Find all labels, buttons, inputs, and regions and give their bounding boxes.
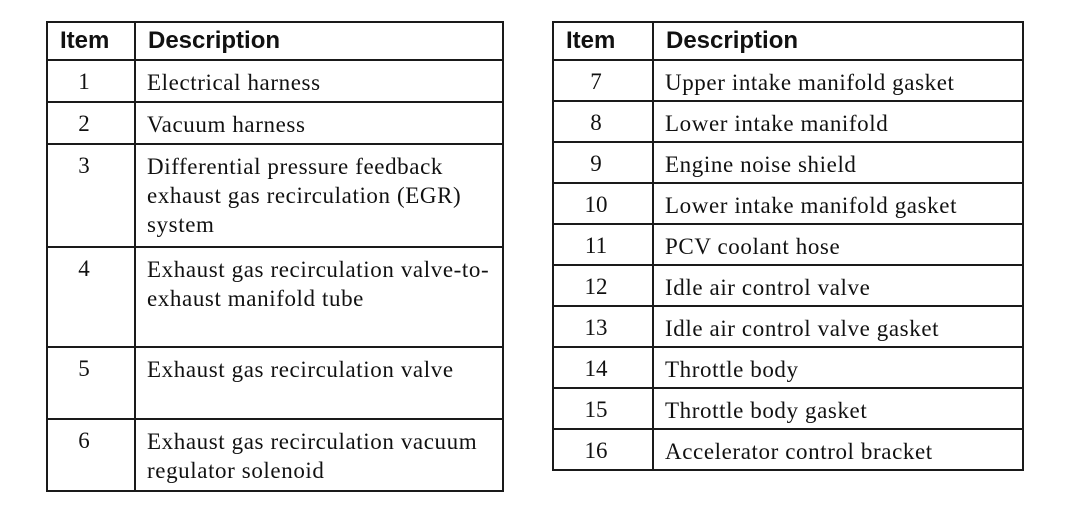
header-row — [47, 22, 503, 60]
table-row — [47, 247, 503, 347]
item-description: Exhaust gas recirculation valve — [135, 347, 503, 419]
item-description: Throttle body gasket — [653, 388, 1023, 429]
item-description: Engine noise shield — [653, 142, 1023, 183]
table-row — [553, 224, 1023, 265]
item-description: Throttle body — [653, 347, 1023, 388]
item-number: 5 — [47, 347, 135, 419]
header-row — [553, 22, 1023, 60]
table-row — [553, 388, 1023, 429]
table-row — [553, 142, 1023, 183]
item-number: 3 — [47, 144, 135, 247]
item-number: 9 — [553, 142, 653, 183]
table-row — [47, 60, 503, 102]
table-row — [47, 144, 503, 247]
item-number: 7 — [553, 60, 653, 101]
item-number: 1 — [47, 60, 135, 102]
item-number: 14 — [553, 347, 653, 388]
item-number: 4 — [47, 247, 135, 347]
table-row — [553, 60, 1023, 101]
table-row — [553, 306, 1023, 347]
item-description: Lower intake manifold — [653, 101, 1023, 142]
item-number: 12 — [553, 265, 653, 306]
item-description: Idle air control valve — [653, 265, 1023, 306]
item-description: Idle air control valve gasket — [653, 306, 1023, 347]
table-row — [47, 102, 503, 144]
parts-table-left — [46, 21, 504, 492]
item-description: Accelerator control bracket — [653, 429, 1023, 470]
item-number: 15 — [553, 388, 653, 429]
table-row — [47, 347, 503, 419]
item-number: 16 — [553, 429, 653, 470]
item-description: Exhaust gas recirculation vacuum regulator solenoid — [135, 419, 503, 491]
table-row — [553, 101, 1023, 142]
item-number: 13 — [553, 306, 653, 347]
description-column-header: Description — [653, 22, 1023, 60]
item-number: 11 — [553, 224, 653, 265]
item-description: Differential pressure feedback exhaust gas recirculation (EGR) system — [135, 144, 503, 247]
item-description: Vacuum harness — [135, 102, 503, 144]
item-number: 2 — [47, 102, 135, 144]
parts-table-right — [552, 21, 1024, 471]
table-row — [47, 419, 503, 491]
item-description: Lower intake manifold gasket — [653, 183, 1023, 224]
table-row — [553, 183, 1023, 224]
item-column-header: Item — [553, 22, 653, 60]
item-number: 6 — [47, 419, 135, 491]
item-number: 8 — [553, 101, 653, 142]
item-description: PCV coolant hose — [653, 224, 1023, 265]
table-row — [553, 265, 1023, 306]
item-description: Electrical harness — [135, 60, 503, 102]
item-description: Upper intake manifold gasket — [653, 60, 1023, 101]
item-number: 10 — [553, 183, 653, 224]
item-description: Exhaust gas recirculation valve-to-exhaust manifold tube — [135, 247, 503, 347]
item-column-header: Item — [47, 22, 135, 60]
table-row — [553, 429, 1023, 470]
description-column-header: Description — [135, 22, 503, 60]
table-row — [553, 347, 1023, 388]
